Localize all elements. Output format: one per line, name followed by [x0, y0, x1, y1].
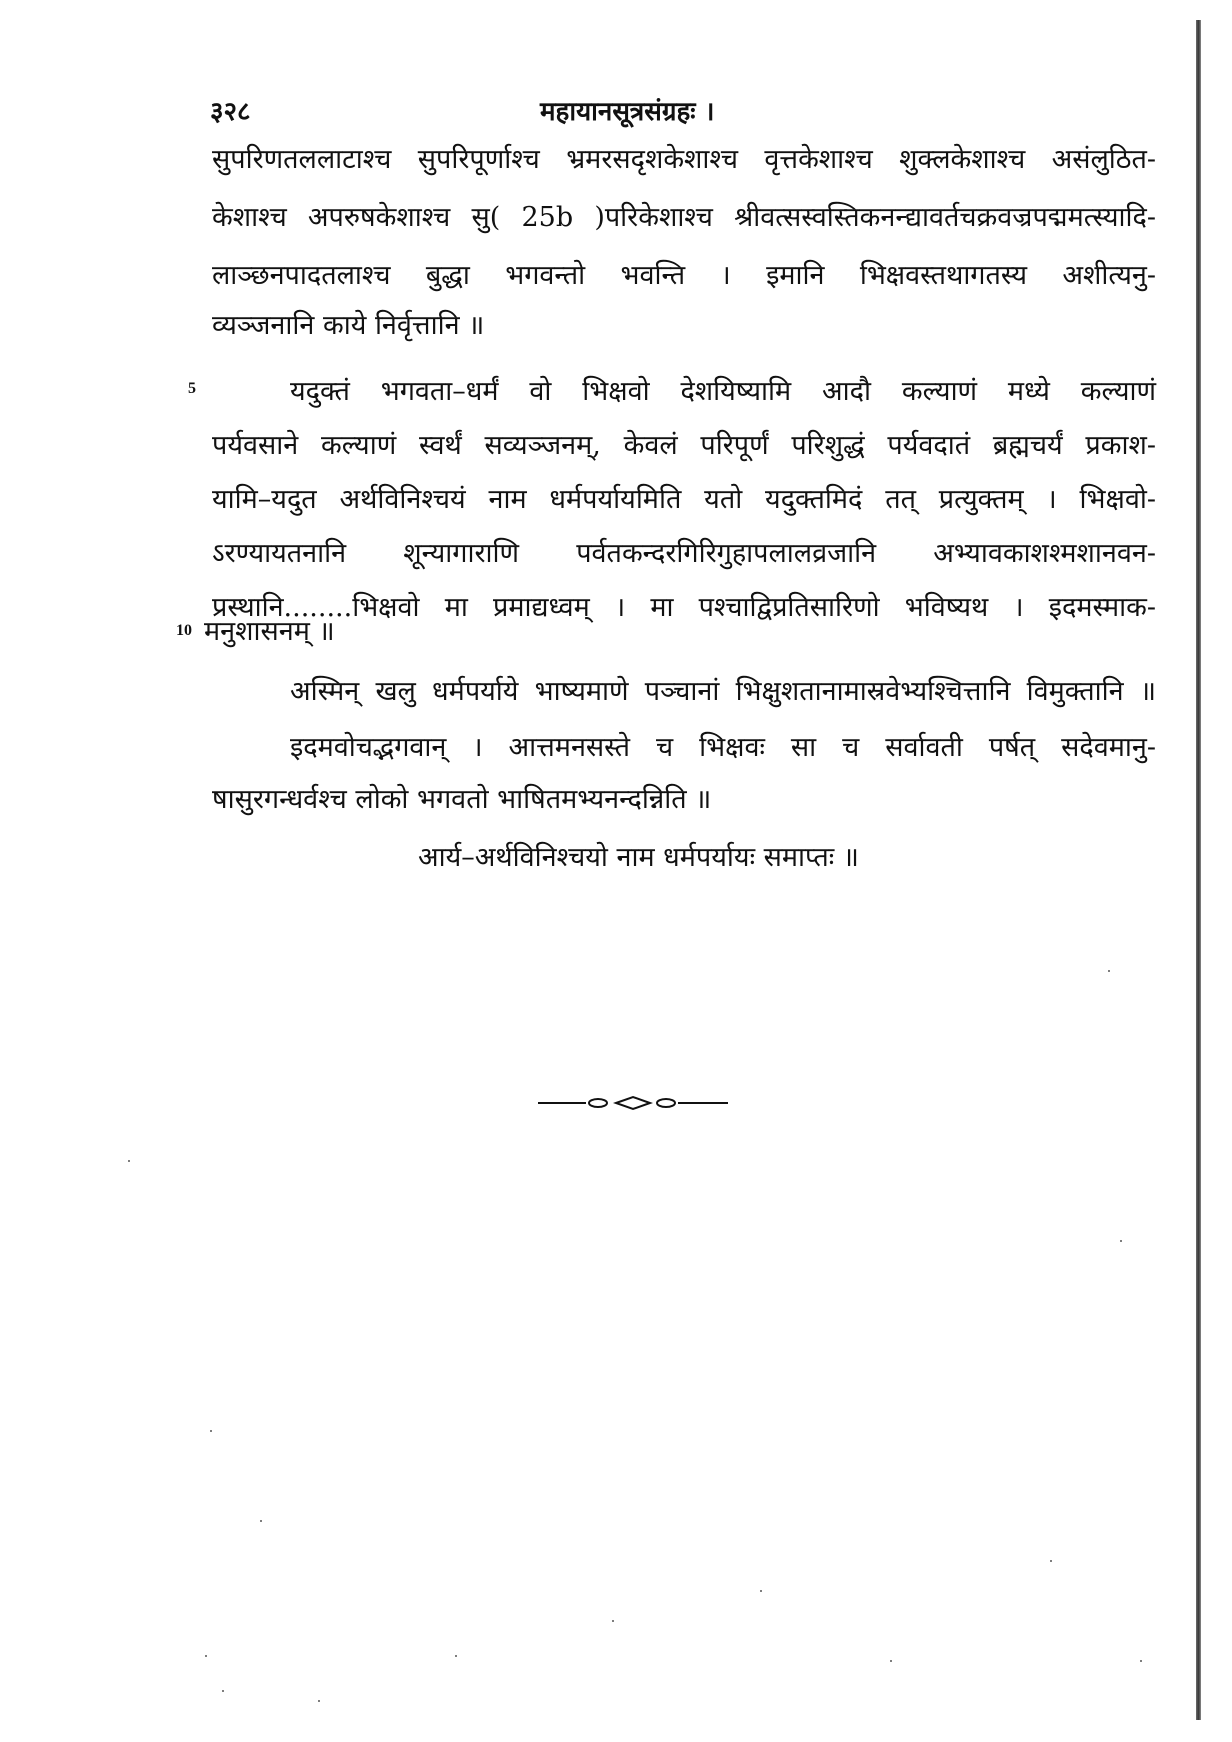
text-line: व्यञ्जनानि काये निर्वृत्तानि ॥ — [212, 310, 485, 341]
scan-speck — [612, 1620, 614, 1622]
text-line: लाञ्छनपादतलाश्च बुद्धा भगवन्तो भवन्ति । इमानि भिक्षवस्तथागतस्य अशीत्यनु- — [212, 260, 1156, 291]
scan-speck — [318, 1700, 320, 1702]
line-number: 10 — [176, 622, 192, 639]
scan-edge-shadow — [1196, 20, 1201, 1720]
scan-speck — [455, 1655, 457, 1657]
scan-speck — [260, 1520, 262, 1522]
text-line: पर्यवसाने कल्याणं स्वर्थं सव्यञ्जनम्, केवलं परिपूर्णं परिशुद्धं पर्यवदातं ब्रह्मचर्यं प्रकाश- — [212, 430, 1156, 461]
text-line: ऽरण्यायतनानि शून्यागाराणि पर्वतकन्दरगिरिगुहापलालव्रजानि अभ्यावकाशश्मशानवन- — [212, 538, 1156, 569]
dash-diamond-ornament-icon — [538, 1095, 728, 1111]
scan-speck — [890, 1660, 892, 1662]
scan-speck — [1108, 970, 1110, 972]
text-line: षासुरगन्धर्वश्च लोको भगवतो भाषितमभ्यनन्दन्निति ॥ — [212, 784, 712, 815]
text-line: केशाश्च अपरुषकेशाश्च सु( 25b )परिकेशाश्च श्रीवत्सस्वस्तिकनन्द्यावर्तचक्रवज्रपद्ममत्स्यादि- — [212, 202, 1156, 233]
scan-speck — [1120, 1240, 1122, 1242]
scan-speck — [222, 1690, 224, 1692]
running-title: महायानसूत्रसंग्रहः । — [540, 97, 715, 127]
colophon: आर्य–अर्थविनिश्चयो नाम धर्मपर्यायः समाप्तः ॥ — [418, 842, 859, 873]
line-number: 5 — [188, 380, 196, 397]
page-number: ३२८ — [210, 97, 251, 127]
scan-speck — [1140, 1660, 1142, 1662]
scan-speck — [210, 1430, 212, 1432]
text-line: सुपरिणतललाटाश्च सुपरिपूर्णाश्च भ्रमरसदृशकेशाश्च वृत्तकेशाश्च शुक्लकेशाश्च असंलुठित- — [212, 144, 1156, 175]
scan-speck — [1050, 1560, 1052, 1562]
text-line: इदमवोचद्भगवान् । आत्तमनसस्ते च भिक्षवः सा च सर्वावती पर्षत् सदेवमानु- — [290, 732, 1156, 763]
text-line: यामि–यदुत अर्थविनिश्चयं नाम धर्मपर्यायमिति यतो यदुक्तमिदं तत् प्रत्युक्तम् । भिक्षवो- — [212, 484, 1156, 515]
text-line: प्रस्थानि........भिक्षवो मा प्रमाद्यध्वम् । मा पश्चाद्विप्रतिसारिणो भविष्यथ । इदमस्माक- — [212, 592, 1156, 623]
scan-speck — [205, 1655, 207, 1657]
text-line: मनुशासनम् ॥ — [204, 616, 335, 647]
text-line: यदुक्तं भगवता–धर्मं वो भिक्षवो देशयिष्यामि आदौ कल्याणं मध्ये कल्याणं — [290, 376, 1156, 407]
text-line: अस्मिन् खलु धर्मपर्याये भाष्यमाणे पञ्चानां भिक्षुशतानामास्रवेभ्यश्चित्तानि विमुक्तानि ॥ — [290, 676, 1156, 707]
scan-speck — [128, 1160, 130, 1162]
scan-speck — [760, 1590, 762, 1592]
